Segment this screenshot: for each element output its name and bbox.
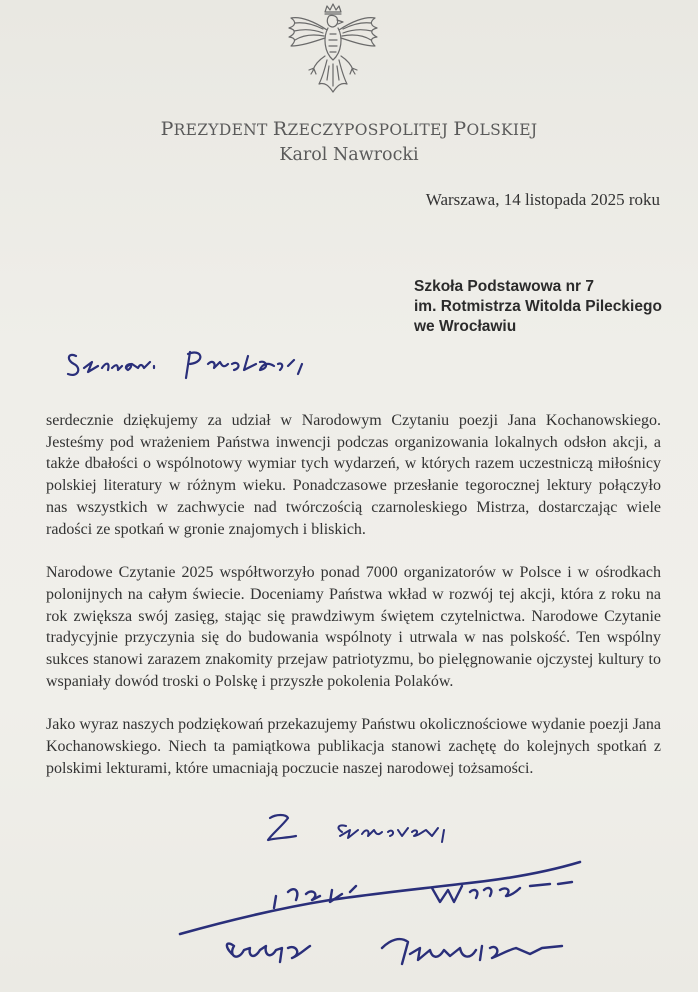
recipient-line: im. Rotmistrza Witolda Pileckiego [414, 298, 662, 315]
letterhead-title-part: R [272, 118, 288, 140]
white-eagle-emblem [283, 2, 383, 100]
recipient-line: we Wrocławiu [414, 318, 517, 335]
handwritten-salutation [62, 338, 322, 388]
letterhead-name: Karol Nawrocki [279, 145, 419, 165]
recipient-line: Szkoła Podstawowa nr 7 [414, 278, 595, 295]
letterhead-title-part: REZYDENT [173, 121, 273, 139]
letterhead-title-part: P [160, 118, 174, 140]
letterhead-title-part: ZECZYPOSPOLITEJ [287, 121, 454, 139]
handwritten-signature [170, 850, 590, 982]
handwritten-closing [262, 808, 502, 848]
letterhead-title [0, 118, 698, 140]
letter-body [46, 410, 661, 802]
letterhead-title-part: OLSKIEJ [466, 121, 538, 139]
body-paragraph: serdecznie dziękujemy za udział w Narodowym Czytaniu poezji Jana Kochanowskiego. Jesteśmy pod wrażeniem Państwa inwencji podczas organizowania lokalnych odsłon akcji, a także dbałości o wspólnotowy wymiar tych wydarzeń, w których razem uczestniczą miłośnicy polskiej literatury w różnym wieku. Ponadczasowe przesłanie tegorocznej lektury połączyło nas wszystkich w zachwycie nad twórczością czarnoleskiego Mistrza, dostarczając wiele radości ze spotkań w gronie znajomych i bliskich. [46, 412, 661, 538]
body-paragraph: Jako wyraz naszych podziękowań przekazujemy Państwu okolicznościowe wydanie poezji Jana Kochanowskiego. Niech ta pamiątkowa publikacja stanowi zachętę do kolejnych spotkań z polskimi lekturami, które umacniają poczucie naszej narodowej tożsamości. [46, 716, 661, 777]
letterhead-title-part: P [453, 118, 467, 140]
recipient-address [414, 277, 684, 337]
date-line: Warszawa, 14 listopada 2025 roku [425, 190, 660, 209]
body-paragraph: Narodowe Czytanie 2025 współtworzyło ponad 7000 organizatorów w Polsce i w ośrodkach polonijnych na całym świecie. Doceniamy Państwa wkład w rozwój tej akcji, która z roku na rok zwiększa swój zasięg, stając się prawdziwym świętem czytelnictwa. Narodowe Czytanie tradycyjnie przyczynia się do budowania wspólnoty i utrwala w nas polskość. Ten wspólny sukces stanowi zarazem znakomity przejaw patriotyzmu, bo pielęgnowanie ojczystej kultury to wspaniały dowód troski o Polskę i przyszłe pokolenia Polaków. [46, 564, 661, 690]
